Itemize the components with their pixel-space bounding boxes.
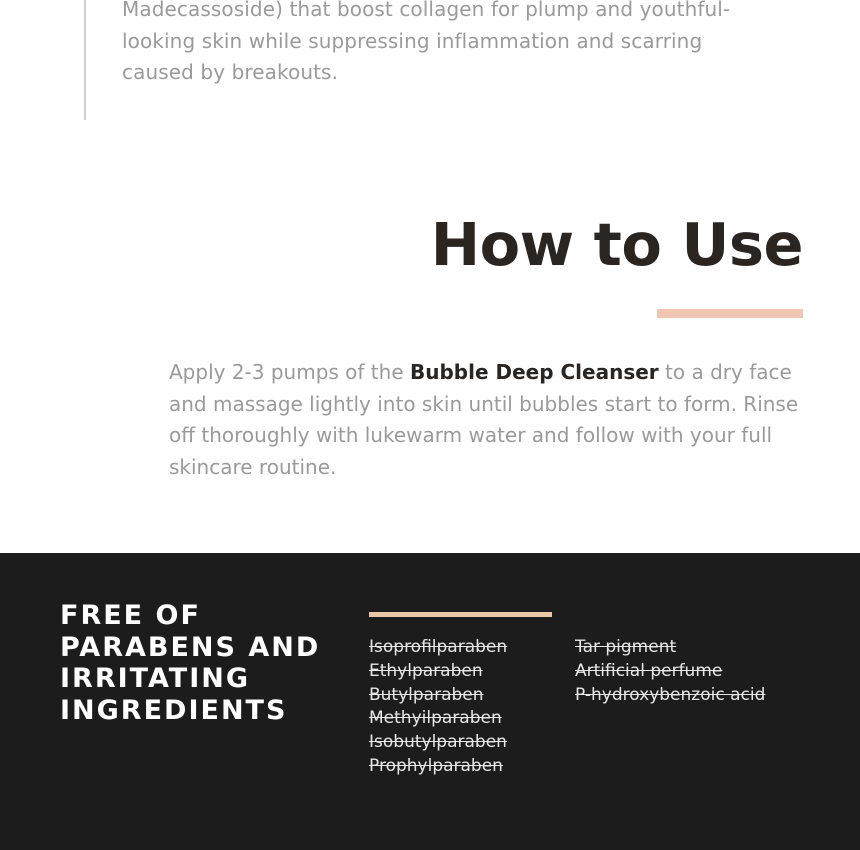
excluded-ingredient: Ethylparaben bbox=[369, 660, 483, 681]
excluded-ingredients-list-1 bbox=[369, 636, 507, 779]
how-to-use-instructions bbox=[169, 357, 819, 483]
ingredient-description: Madecassoside) that boost collagen for plump and youthful-looking skin while suppressing inflammation and scarring caused by breakouts. bbox=[122, 0, 731, 84]
excluded-ingredient: Isobutylparaben bbox=[369, 732, 507, 753]
excluded-ingredient: Prophylparaben bbox=[369, 755, 503, 776]
free-of-divider bbox=[369, 612, 552, 617]
ingredient-quote-block bbox=[84, 0, 784, 120]
product-name: Bubble Deep Cleanser bbox=[410, 360, 659, 384]
excluded-ingredient: Tar pigment bbox=[575, 637, 677, 657]
instructions-text-start: Apply 2-3 pumps of the bbox=[169, 360, 410, 384]
title-accent-divider bbox=[657, 309, 803, 318]
excluded-ingredient: P-hydroxybenzoic acid bbox=[575, 684, 766, 705]
excluded-ingredient: Artificial perfume bbox=[575, 660, 723, 681]
free-of-heading: FREE OF PARABENS AND IRRITATING INGREDIENTS bbox=[60, 600, 321, 726]
excluded-ingredient: Isoprofilparaben bbox=[369, 637, 508, 657]
free-of-section bbox=[0, 553, 860, 850]
excluded-ingredients-list-2 bbox=[575, 636, 765, 707]
how-to-use-title: How to Use bbox=[430, 210, 803, 279]
instructions-text-end: to a dry face and massage lightly into skin until bubbles start to form. Rinse off thoroughly with lukewarm water and follow with your full skincare routine. bbox=[169, 360, 799, 479]
excluded-ingredient: Butylparaben bbox=[369, 684, 484, 705]
excluded-ingredient: Methyilparaben bbox=[369, 708, 502, 729]
